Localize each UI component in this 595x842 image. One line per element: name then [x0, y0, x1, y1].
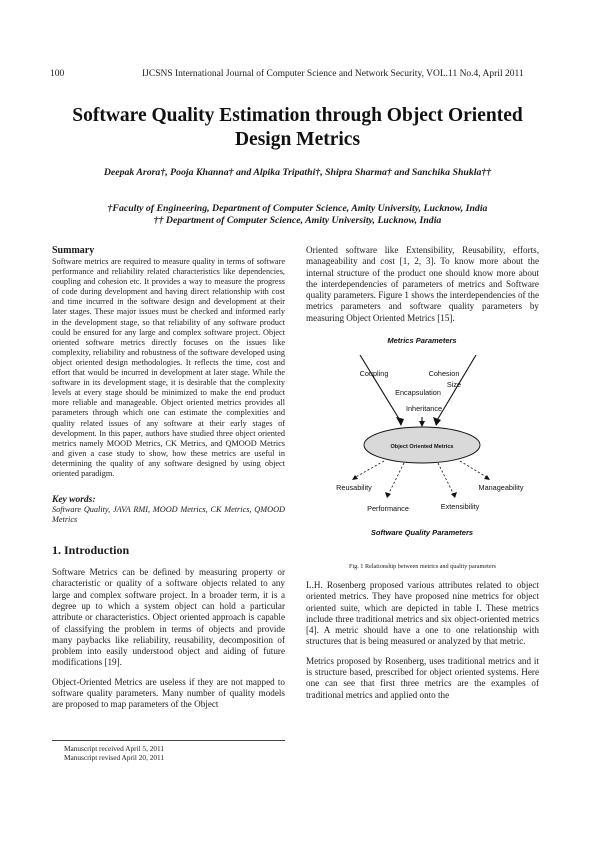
dashed-arrow-extensibility	[438, 463, 454, 495]
left-column	[52, 245, 285, 719]
label-coupling: Coupling	[359, 369, 389, 378]
arrow-right-in	[436, 355, 476, 422]
arrow-head-right	[433, 417, 441, 426]
arrow-head-center	[419, 421, 425, 427]
page-number: 100	[50, 69, 65, 79]
figure-caption: Fig. 1 Relationship between metrics and quality parameters	[348, 563, 497, 570]
journal-header: IJCSNS International Journal of Computer Science and Network Security, VOL.11 No.4, April 2011	[142, 69, 524, 79]
dashed-arrow-reusability	[354, 461, 384, 478]
right-paragraph-1: Oriented software like Extensibility, Reusability, efforts, manageability and cost [1, 2, 3]. To know more about the internal structure of the product one should know more about the interdependencies of parameters of metrics and Software quality parameters. Figure 1 shows the interdependencies of the metrics parameters and software quality parameters by measuring Object Oriented Metrics [15].	[306, 245, 539, 323]
introduction-paragraph-1: Software Metrics can be defined by measuring property or characteristic or quality of a software objects related to any large and complex software project. In a broader term, it is a degree up to which a system object can hold a particular attribute or characteristics. Object oriented approach is capable of classifying the problem in terms of objects and provide many paybacks like reliability, reusability, decomposition of problem into easily understood object and aiding of future modifications [19].	[52, 567, 285, 668]
introduction-heading: 1. Introduction	[52, 543, 130, 558]
arrow-head-left	[396, 417, 404, 426]
label-encapsulation: Encapsulation	[395, 388, 441, 397]
keywords-heading: Key words:	[52, 495, 96, 506]
right-paragraph-2: L.H. Rosenberg proposed various attributes related to object oriented metrics. They have proposed nine metrics for object oriented suite, which are depicted in table I. These metrics include three traditional metrics and six object-oriented metrics [4]. A metric should have a one to one relationship with structures that is being measured or analyzed by that metric.	[306, 580, 539, 647]
label-extensibility: Extensibility	[440, 502, 480, 511]
affiliations	[40, 203, 555, 227]
right-paragraph-3: Metrics proposed by Rosenberg, uses traditional metrics and it is structure based, prescribed for object oriented systems. Here one can see that first three metrics are the examples of traditional metrics and applied onto the	[306, 655, 539, 700]
dashed-head-extensibility	[451, 492, 457, 498]
introduction-paragraph-2: Object-Oriented Metrics are useless if they are not mapped to software quality parameters. Many number of quality models are proposed to map parameters of the Object	[52, 676, 285, 710]
dashed-head-performance	[385, 492, 391, 498]
affiliation-1: †Faculty of Engineering, Department of Computer Science, Amity University, Lucknow, India	[107, 203, 488, 214]
label-reusability: Reusability	[336, 483, 372, 492]
label-cohesion: Cohesion	[428, 369, 460, 378]
diagram-bottom-title: Software Quality Parameters	[370, 528, 474, 537]
authors: Deepak Arora†, Pooja Khanna† and Alpika Tripathi†, Shipra Sharma† and Sanchika Shukla††	[103, 167, 492, 178]
affiliation-2: †† Department of Computer Science, Amity University, Lucknow, India	[153, 215, 442, 226]
dashed-head-manageability	[484, 475, 490, 480]
footnote-rule	[52, 740, 285, 741]
title-line-1: Software Quality Estimation through Object Oriented	[72, 105, 523, 126]
label-manageability: Manageability	[478, 483, 524, 492]
summary-heading: Summary	[52, 245, 95, 256]
paper-title	[40, 104, 555, 152]
dashed-arrow-performance	[388, 463, 404, 495]
diagram-top-title: Metrics Parameters	[387, 337, 457, 345]
label-performance: Performance	[367, 504, 409, 513]
label-inheritance: Inheritance	[405, 404, 443, 413]
right-column	[306, 245, 539, 332]
title-line-2: Design Metrics	[234, 129, 361, 150]
footnote-received: Manuscript received April 5, 2011	[64, 744, 165, 753]
label-size: Size	[446, 380, 462, 389]
footnote-revised: Manuscript revised April 20, 2011	[64, 753, 165, 762]
metrics-diagram	[306, 337, 539, 547]
dashed-arrow-manageability	[460, 461, 488, 478]
center-node-label: Object Oriented Metrics	[390, 444, 454, 450]
summary-text: Software metrics are required to measure quality in terms of software performance and reliability related characteristics like dependencies, coupling and cohesion etc. It provides a way to measure the progress of code during development and having direct relationship with cost and time incurred in the software design and development at their later stages. These major issues must be checked and informed early in the development stage, so that reliability of any software product could be ensured for any large and complex software project. Object oriented software metrics directly focuses on the issues like complexity, reliability and robustness of the software developed using object oriented design methodologies. It reflects the time, cost and effort that would be incurred in development at later stage. While the software in its development stage, it is desirable that the complexity levels at every stage should be minimized to make the end product more reliable and manageable. Object oriented metrics provides all parameters through which one can estimate the complexities and quality related issues of any software at their early stages of development. In this paper, authors have studied three object oriented metrics namely MOOD Metrics, CK Metrics, and QMOOD Metrics and given a case study to show, how these metrics are useful in determining the quality of any software designed by using object oriented paradigm.	[52, 257, 285, 478]
keywords-text: Software Quality, JAVA RMI, MOOD Metrics, CK Metrics, QMOOD Metrics	[52, 505, 285, 525]
right-column-lower	[306, 580, 539, 709]
dashed-head-reusability	[352, 475, 358, 480]
